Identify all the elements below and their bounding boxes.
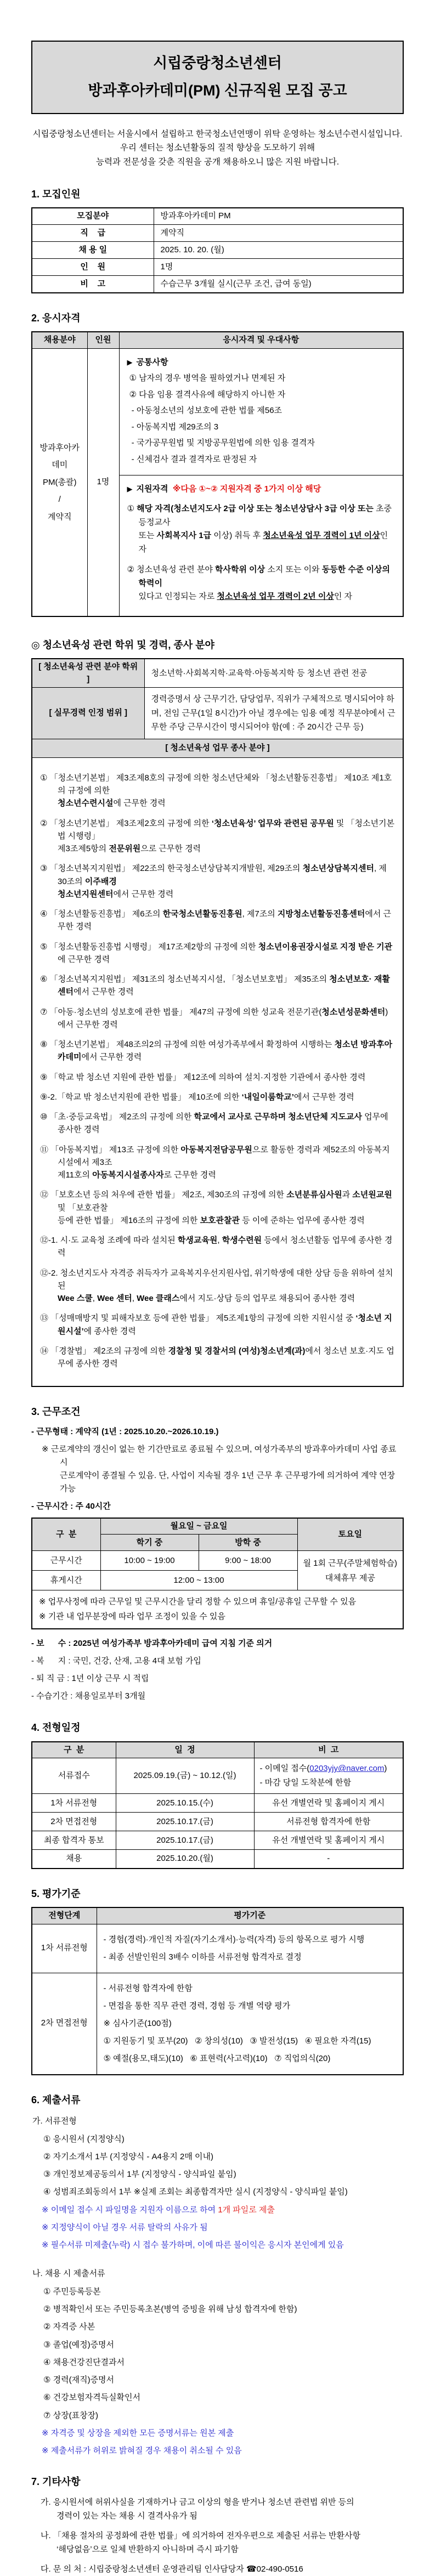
schedule-notes-cell [32,1590,403,1629]
severance-line: - 퇴 직 금 : 1년 이상 근무 시 적립 [31,1674,149,1684]
table-header-row [32,1907,403,1924]
criteria-cell [97,1973,403,2075]
text-line: ④ 성범죄조회동의서 1부 ※실제 조회는 최종합격자만 실시 (지정양식 - 양식파일 붙임) [43,2187,348,2197]
section2-heading: 2. 응시자격 [31,312,81,324]
work-type-note [31,1443,404,1496]
criteria-list [104,1933,397,1964]
triangle-bullet-icon: ▶ [127,358,133,366]
text-line: ※ 근로계약의 갱신이 없는 한 기간만료로 종료될 수 있으며, 여성가족부의 방과후아카데미 사업 종료 시 근로계약이 종결될 수 있음. 단, 사업이 지속될 경우 1년 근무 후 근무평가에 의거하여 계약 연장 가능 [42,1444,399,1493]
text-line: ② 다음 임용 결격사유에 해당하지 아니한 자 [129,389,286,399]
intro-paragraph [31,127,404,169]
text-line: ④ 채용건강진단결과서 [43,2357,125,2367]
triangle-bullet-icon: ▶ [127,485,133,494]
stage-label: 1차 서류전형 [32,1924,97,1973]
saturday-note: 월 1회 근무(주말체험학습) 대체휴무 제공 [297,1551,403,1590]
schedule-notes-list [39,1596,396,1623]
documents-a-title: 가. 서류전형 [32,2116,77,2126]
table-header-row [32,1518,403,1535]
col-header-stage: 구 분 [32,1742,116,1758]
degree-label: [ 청소년육성 관련 분야 학위 ] [32,659,144,688]
text-line: ② 자격증 사본 [43,2322,95,2332]
common-title: ▶ 공통사항 [127,357,168,367]
text-line: - 면접을 통한 직무 관련 경력, 경험 등 개별 역량 평가 [103,2001,291,2011]
degree-section-heading: ◎ 청소년육성 관련 학위 및 경력, 종사 분야 [31,639,214,651]
col-header-count: 인원 [87,332,119,348]
text-line: ① 「청소년기본법」 제3조제8호의 규정에 의한 청소년단체와 「청소년활동진흥법」 제10조 제1호의 규정에 의한 청소년수련시설에 근무한 경력 [40,773,392,808]
stage-date: 2025.10.17.(금) [116,1831,254,1850]
section5-heading: 5. 평가기준 [31,1888,81,1899]
work-fields-cell [32,757,403,1386]
work-schedule-table [31,1518,404,1630]
col-header-criteria: 평가기준 [97,1907,403,1924]
text-line: ※ 필수서류 미제출(누락) 시 접수 불가하며, 이에 따른 불이익은 응시자 본인에게 있음 [42,2240,344,2250]
table-row [32,757,403,1386]
text-line: - 신체검사 결과 결격자로 판정된 자 [129,454,257,464]
application-email-link[interactable]: 0203yjy@naver.com [309,1764,385,1774]
table-row [32,1794,403,1813]
text-line: ② 청소년육성 관련 분야 학사학위 이상 소지 또는 이와 동등한 수준 이상의 학력이 있다고 인정되는 자로 청소년육성 업무 경력이 2년 이상인 자 [127,564,393,602]
stage-label: 1차 서류전형 [32,1794,116,1813]
table-row [32,208,403,225]
page-title-line1: 시립중랑청소년센터 [153,55,282,71]
experience-label: [ 실무경력 인정 범위 ] [32,688,144,739]
row-value: 1명 [154,259,403,276]
stage-label: 채용 [32,1850,116,1869]
text-line: ② 자기소개서 1부 (지정양식 - A4용지 2매 이내) [43,2152,213,2161]
section1-heading: 1. 모집인원 [31,188,81,200]
table-row [32,348,403,475]
text-line: - 최종 선발인원의 3배수 이하를 서류전형 합격자로 결정 [103,1952,302,1962]
selection-schedule-table [31,1741,404,1869]
text-line: ⑤ 경력(재직)증명서 [43,2375,115,2385]
text-line: ② 「청소년기본법」 제3조제2호의 규정에 의한 ‘청소년육성’ 업무와 관련된 공무원 및 「청소년기본법 시행령」 제3조제5항의 전문위원으로 근무한 경력 [40,818,394,854]
work-hours-label: 근무시간 [32,1551,100,1571]
row-label: 직 급 [32,225,154,242]
apply-requirements-cell [119,475,403,616]
text-line: ⑨ 「학교 밖 청소년 지원에 관한 법률」 제12조에 의하여 설치·지정한 기관에서 종사한 경력 [40,1072,366,1082]
stage-label: 최종 합격자 통보 [32,1831,116,1850]
text-line: 가. 응시원서에 허위사실을 기재하거나 금고 이상의 형을 받거나 청소년 관련법 위반 등의 경력이 있는 자는 채용 시 결격사유가 됨 [41,2497,354,2521]
common-requirements-list [127,372,396,466]
text-line: ⑨-2.「학교 밖 청소년지원에 관한 법률」 제10조에 의한 ‘내일이룸학교’에서 근무한 경력 [40,1092,354,1102]
table-row [32,688,403,739]
stage-note: - [254,1850,403,1869]
text-line: ⑧ 「청소년기본법」 제48조의2의 규정에 의한 여성가족부에서 확정하여 시행하는 청소년 방과후아카데미에서 근무한 경력 [40,1040,393,1062]
stage-date: 2025.09.19.(금) ~ 10.12.(일) [116,1758,254,1794]
intro-line3: 능력과 전문성을 갖춘 직원을 공개 채용하오니 많은 지원 바랍니다. [95,157,340,167]
note-line: - 마감 당일 도착분에 한함 [259,1777,352,1787]
col-header-saturday: 토요일 [297,1518,403,1551]
work-type-line: - 근무형태 : 계약직 (1년 : 2025.10.20.~2026.10.19.) [31,1426,219,1436]
apply-title: ▶ 지원자격 ※다음 ①~② 지원자격 중 1가지 이상 해당 [127,484,321,494]
table-row [32,1831,403,1850]
row-label: 비 고 [32,276,154,293]
col-header-vacation: 방학 중 [199,1535,297,1551]
table-row [32,1551,403,1571]
text-line: ⑫ 「보호소년 등의 처우에 관한 법률」 제2조, 제30조의 규정에 의한 소년분류심사원과 소년원교원 및 「보호관찰 등에 관한 법률」 제16조의 규정에 의한 보호관찰관 등 이에 준하는 업무에 종사한 경력 [40,1190,394,1225]
field-line: 방과후아카데미 [39,443,80,470]
stage-label: 2차 면접전형 [32,1973,97,2075]
text-line: ④ 「청소년활동진흥법」 제6조의 한국청소년활동진흥원, 제7조의 지방청소년활동진흥센터에서 근무한 경력 [40,909,391,932]
text-line: ⑤ 「청소년활동진흥법 시행령」 제17조제2항의 규정에 의한 청소년이용권장시설로 지정 받은 기관에 근무한 경력 [40,942,393,964]
text-line: ① 해당 자격(청소년지도사 2급 이상 또는 청소년상담사 3급 이상 또는 초중등정교사 또는 사회복지사 1급 이상) 취득 후 청소년육성 업무 경력이 1년 이상인 자 [127,503,392,554]
row-value: 계약직 [154,225,403,242]
break-label: 휴게시간 [32,1571,100,1590]
col-header-semester: 학기 중 [100,1535,199,1551]
text-line: ※ 이메일 접수 시 파일명을 지원자 이름으로 하여 1개 파일로 제출 [42,2205,275,2215]
text-line: ⑦ 「아동·청소년의 성보호에 관한 법률」 제47의 규정에 의한 성교육 전문기관(청소년성문화센터)에서 근무한 경력 [40,1007,388,1029]
documents-a-notes [31,2204,404,2252]
text-line: - 아동복지법 제29조의 3 [129,422,219,432]
table-row [32,739,403,757]
etc-list [31,2495,404,2576]
text-line: 다. 문 의 처 : 시립중랑청소년센터 운영관리팀 인사담당자 ☎02-490-0516 [41,2564,303,2574]
row-label: 채 용 일 [32,242,154,259]
table-header-row [32,332,403,348]
col-header-field: 채용분야 [32,332,87,348]
work-fields-header: [ 청소년육성 업무 종사 분야 ] [32,739,403,757]
page-title-line2: 방과후아카데미(PM) 신규직원 모집 공고 [88,82,347,99]
text-line: ② 병적확인서 또는 주민등록초본(병역 증빙을 위해 남성 합격자에 한함) [43,2305,297,2314]
stage-date: 2025.10.17.(금) [116,1813,254,1831]
break-time: 12:00 ~ 13:00 [100,1571,297,1590]
recruitment-table [31,207,404,293]
field-cell [32,348,87,616]
probation-line: - 수습기간 : 채용일로부터 3개월 [31,1691,146,1701]
title-box [31,41,404,114]
section6-heading: 6. 제출서류 [31,2094,81,2105]
table-row [32,1813,403,1831]
stage-label: 2차 면접전형 [32,1813,116,1831]
intro-line1: 시립중랑청소년센터는 서울시에서 설립하고 한국청소년연맹이 위탁 운영하는 청소년수련시설입니다. [32,129,403,139]
text-line: ※ 심사기준(100점) [103,2018,172,2028]
col-header-monfri: 월요일 ~ 금요일 [100,1518,297,1535]
criteria-cell [97,1924,403,1973]
text-line: ⑥ 건강보험자격득실확인서 [43,2393,141,2403]
col-header-category: 구 분 [32,1518,100,1551]
text-line: ※ 업무사정에 따라 근무일 및 근무시간을 달리 정할 수 있으며 휴일/공휴일 근무할 수 있음 [39,1597,357,1607]
experience-value: 경력증명서 상 근무기간, 담당업무, 직위가 구체적으로 명시되어야 하며, 전임 근무(1일 8시간)가 아닐 경우에는 임용 예정 직무분야에서 근무한 주당 근무시간이 명시되어야 함(예 : 주 20시간 근무 등) [144,688,403,739]
documents-b-list [31,2285,404,2422]
section4-heading: 4. 전형일정 [31,1722,81,1734]
row-value: 수습근무 3개월 실시(근무 조건, 급여 동일) [154,276,403,293]
table-row [32,259,403,276]
row-label: 인 원 [32,259,154,276]
text-line: ⑫-2. 청소년지도사 자격증 취득자가 교육복지우선지원사업, 위기학생에 대한 상담 등을 위하여 설치된 Wee 스쿨, Wee 센터, Wee 클래스에서 지도·상담 등의 업무로 채용되어 종사한 경력 [40,1268,393,1304]
note-line: - 이메일 접수(0203yjy@naver.com) [259,1764,387,1774]
count-cell: 1명 [87,348,119,616]
text-line: ① 남자의 경우 병역을 필하였거나 면제된 자 [129,373,286,383]
table-row [32,276,403,293]
degree-value: 청소년학·사회복지학·교육학·아동복지학 등 청소년 관련 전공 [144,659,403,688]
common-requirements-cell [119,348,403,475]
stage-date: 2025.10.20.(월) [116,1850,254,1869]
intro-line2: 우리 센터는 청소년활동의 질적 향상을 도모하기 위해 [120,143,315,153]
section3-heading: 3. 근무조건 [31,1406,81,1418]
text-line: ⑭ 「경찰법」 제2조의 규정에 의한 경찰청 및 경찰서의 (여성)청소년계(과)에서 청소년 보호·지도 업무에 종사한 경력 [40,1346,394,1369]
field-line: 계약직 [48,512,72,522]
text-line: ③ 졸업(예정)증명서 [43,2340,115,2349]
text-line: ① 지원동기 및 포부(20) ② 창의성(10) ③ 발전성(15) ④ 필요한 자격(15) [103,2036,371,2046]
degree-experience-table [31,658,404,1387]
stage-date: 2025.10.15.(수) [116,1794,254,1813]
documents-b-notes [31,2427,404,2458]
text-line: ※ 기관 내 업무분장에 따라 업무 조정이 있을 수 있음 [39,1611,225,1621]
table-row [32,242,403,259]
table-row [32,1850,403,1869]
col-header-qual: 응시자격 및 우대사항 [119,332,403,348]
text-line: ※ 자격증 및 상장을 제외한 모든 증명서류는 원본 제출 [42,2428,234,2438]
text-line: ① 주민등록등본 [43,2286,101,2296]
table-row [32,1590,403,1629]
col-header-date: 일 정 [116,1742,254,1758]
text-line: ⑥ 「청소년복지지원법」 제31조의 청소년복지시설, 「청소년보호법」 제35조의 청소년보호· 재활센터에서 근무한 경력 [40,975,390,997]
stage-note: 유선 개별연락 및 홈페이지 게시 [254,1794,403,1813]
field-line: / [58,495,61,505]
stage-label: 서류접수 [32,1758,116,1794]
section7-heading: 7. 기타사항 [31,2476,81,2488]
semester-hours: 10:00 ~ 19:00 [100,1551,199,1571]
text-line: - 경험(경력)·개인적 자질(자기소개서)·능력(자격) 등의 항목으로 평가 시행 [103,1934,365,1944]
text-line: ⑫-1. 시·도 교육청 조례에 따라 설치된 학생교육원, 학생수련원 등에서 청소년활동 업무에 종사한 경력 [40,1236,393,1258]
welfare-line: - 복 지 : 국민, 건강, 산재, 고용 4대 보험 가입 [31,1656,201,1666]
work-fields-list [40,772,395,1371]
text-line: ③ 「청소년복지지원법」 제22조의 한국청소년상담복지개발원, 제29조의 청소년상담복지센터, 제30조의 이주배경 청소년지원센터에서 근무한 경력 [40,864,387,899]
apply-notice: ※다음 ①~② 지원자격 중 1가지 이상 해당 [172,484,321,494]
row-value: 2025. 10. 20. (월) [154,242,403,259]
table-row [32,1758,403,1794]
apply-requirements-list [127,502,396,604]
row-label: 모집분야 [32,208,154,225]
pay-line: - 보 수 : 2025년 여성가족부 방과후아카데미 급여 지침 기준 의거 [31,1639,273,1649]
text-line: 나. 「채용 절차의 공정화에 관한 법률」에 의거하여 전자우편으로 제출된 서류는 반환사항 ‘해당없음’으로 일체 반환하지 아니하며 즉시 파기함 [41,2530,360,2555]
field-line: PM(총괄) [43,477,77,487]
table-header-row [32,1742,403,1758]
stage-note: 유선 개별연락 및 홈페이지 게시 [254,1831,403,1850]
work-hours-line: - 근무시간 : 주 40시간 [31,1501,111,1511]
col-header-note: 비 고 [254,1742,403,1758]
text-line: ⑦ 상장(표창장) [43,2410,99,2420]
text-line: ⑬ 「성매매방지 및 피해자보호 등에 관한 법률」 제5조제1항의 규정에 의한 지원시설 중 ‘청소년 지원시설’에 종사한 경력 [40,1314,392,1336]
table-row [32,659,403,688]
table-row [32,225,403,242]
text-line: ⑤ 예절(용모,태도)(10) ⑥ 표현력(사고력)(10) ⑦ 직업의식(20) [103,2053,331,2063]
text-line: - 아동청소년의 성보호에 관한 법률 제56조 [129,406,283,416]
documents-b-title: 나. 채용 시 제출서류 [32,2269,105,2279]
criteria-list [104,1982,397,2065]
vacation-hours: 9:00 ~ 18:00 [199,1551,297,1571]
stage-note: 서류전형 합격자에 한함 [254,1813,403,1831]
qualification-table [31,331,404,617]
evaluation-criteria-table [31,1907,404,2075]
row-value: 방과후아카데미 PM [154,208,403,225]
col-header-stage: 전형단계 [32,1907,97,1924]
text-line: ※ 제출서류가 허위로 밝혀질 경우 채용이 취소될 수 있음 [42,2446,242,2456]
text-line: ③ 개인정보제공동의서 1부 (지정양식 - 양식파일 붙임) [43,2170,236,2179]
text-line: - 서류전형 합격자에 한함 [103,1983,193,1993]
stage-note [254,1758,403,1794]
text-line: ⑩ 「초·중등교육법」 제2조의 규정에 의한 학교에서 교사로 근무하며 청소년단체 지도교사 업무에 종사한 경력 [40,1112,391,1135]
text-line: ⑪ 「아동복지법」 제13조 규정에 의한 아동복지전담공무원으로 활동한 경력과 제52조의 아동복지시설에서 제3조 제11호의 아동복지시설종사자로 근무한 경력 [40,1145,390,1180]
text-line: ① 응시원서 (지정양식) [43,2134,125,2144]
table-row [32,1973,403,2075]
documents-a-list [31,2133,404,2199]
text-line: ※ 지정양식이 아닐 경우 서류 탈락의 사유가 됨 [42,2222,208,2232]
text-line: - 국가공무원법 및 지방공무원법에 의한 임용 결격자 [129,438,315,448]
table-row [32,1924,403,1973]
